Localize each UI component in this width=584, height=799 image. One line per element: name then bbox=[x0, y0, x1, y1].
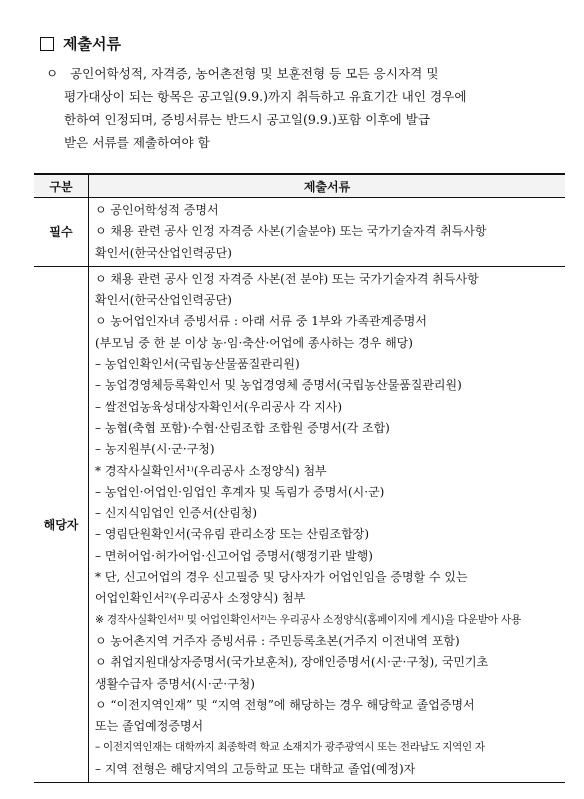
checkbox-square-icon bbox=[40, 37, 54, 51]
header-documents: 제출서류 bbox=[89, 174, 566, 198]
header-category: 구분 bbox=[34, 174, 89, 198]
document-line: – 신지식임업인 인증서(산림청) bbox=[95, 506, 258, 521]
document-line: 어업인확인서²⁾(우리공사 소정양식) 첨부 bbox=[95, 591, 306, 606]
intro-line: 공인어학성적, 자격증, 농어촌전형 및 보훈전형 등 모든 응시자격 및 bbox=[70, 66, 439, 81]
documents-table bbox=[34, 173, 565, 783]
table-row-required bbox=[34, 198, 565, 267]
bullet-circle-icon: ㅇ bbox=[46, 66, 59, 81]
document-line: – 쌀전업농육성대상자확인서(우리공사 각 지사) bbox=[95, 399, 343, 414]
section-heading bbox=[40, 33, 121, 54]
document-line: – 농업경영체등록확인서 및 농업경영체 증명서(국립농산물품질관리원) bbox=[95, 378, 462, 393]
row-documents bbox=[89, 266, 566, 782]
document-line: (부모님 중 한 분 이상 농·임·축산·어업에 종사하는 경우 해당) bbox=[95, 335, 413, 350]
document-line: ㅇ 채용 관련 공사 인정 자격증 사본(전 분야) 또는 국가기술자격 취득사항 bbox=[95, 271, 479, 286]
section-title: 제출서류 bbox=[63, 35, 121, 53]
note-line: – 이전지역인재는 대학까지 최종학력 학교 소재지가 광주광역시 또는 전라남도 지역인 자 bbox=[95, 741, 485, 754]
document-line: 생활수급자 증명서(시·군·구청) bbox=[95, 676, 255, 691]
intro-line: 평가대상이 되는 항목은 공고일(9.9.)까지 취득하고 유효기간 내인 경우에 bbox=[64, 89, 467, 104]
document-line: * 경작사실확인서¹⁾(우리공사 소정양식) 첨부 bbox=[95, 463, 327, 478]
row-documents bbox=[89, 198, 566, 267]
document-line: – 농협(축협 포함)·수협·산림조합 조합원 증명서(각 조합) bbox=[95, 420, 390, 435]
row-category: 필수 bbox=[34, 198, 89, 267]
intro-line: 받은 서류를 제출하여야 함 bbox=[64, 135, 210, 150]
document-line: – 농지원부(시·군·구청) bbox=[95, 442, 215, 457]
document-line: ㅇ 농어업인자녀 증빙서류 : 아래 서류 중 1부와 가족관계증명서 bbox=[95, 314, 427, 329]
document-line: – 농업인확인서(국립농산물품질관리원) bbox=[95, 357, 300, 372]
row-category: 해당자 bbox=[34, 266, 89, 782]
document-line: ㅇ 취업지원대상자증명서(국가보훈처), 장애인증명서(시·군·구청), 국민기초 bbox=[95, 655, 489, 670]
document-line: ㅇ “이전지역인재” 및 “지역 전형”에 해당하는 경우 해당학교 졸업증명서 bbox=[95, 697, 475, 712]
document-line: ㅇ 채용 관련 공사 인정 자격증 사본(기술분야) 또는 국가기술자격 취득사항 bbox=[95, 224, 487, 239]
document-line: – 농업인·어업인·임업인 후계자 및 독림가 증명서(시·군) bbox=[95, 484, 385, 499]
intro-paragraph bbox=[46, 62, 566, 154]
document-line: 또는 졸업예정증명서 bbox=[95, 719, 204, 734]
note-line: ※ 경작사실확인서¹⁾ 및 어업인확인서²⁾는 우리공사 소정양식(홈페이지에 게시)을 다운받아 사용 bbox=[95, 613, 522, 626]
document-line: * 단, 신고어업의 경우 신고필증 및 당사자가 어업인임을 증명할 수 있는 bbox=[95, 570, 468, 585]
document-line: ㅇ 공인어학성적 증명서 bbox=[95, 203, 219, 217]
document-line: – 지역 전형은 해당지역의 고등학교 또는 대학교 졸업(예정)자 bbox=[95, 761, 416, 776]
document-line: 확인서(한국산업인력공단) bbox=[95, 245, 232, 260]
document-line: 확인서(한국산업인력공단) bbox=[95, 293, 232, 308]
table-row-applicable bbox=[34, 266, 565, 782]
table-header-row bbox=[34, 174, 565, 198]
document-line: ㅇ 농어촌지역 거주자 증빙서류 : 주민등록초본(거주지 이전내역 포함) bbox=[95, 633, 460, 648]
document-line: – 영림단원확인서(국유림 관리소장 또는 산림조합장) bbox=[95, 527, 370, 542]
intro-line: 한하여 인정되며, 증빙서류는 반드시 공고일(9.9.)포함 이후에 발급 bbox=[64, 112, 431, 127]
document-line: – 면허어업·허가어업·신고어업 증명서(행정기관 발행) bbox=[95, 548, 373, 563]
